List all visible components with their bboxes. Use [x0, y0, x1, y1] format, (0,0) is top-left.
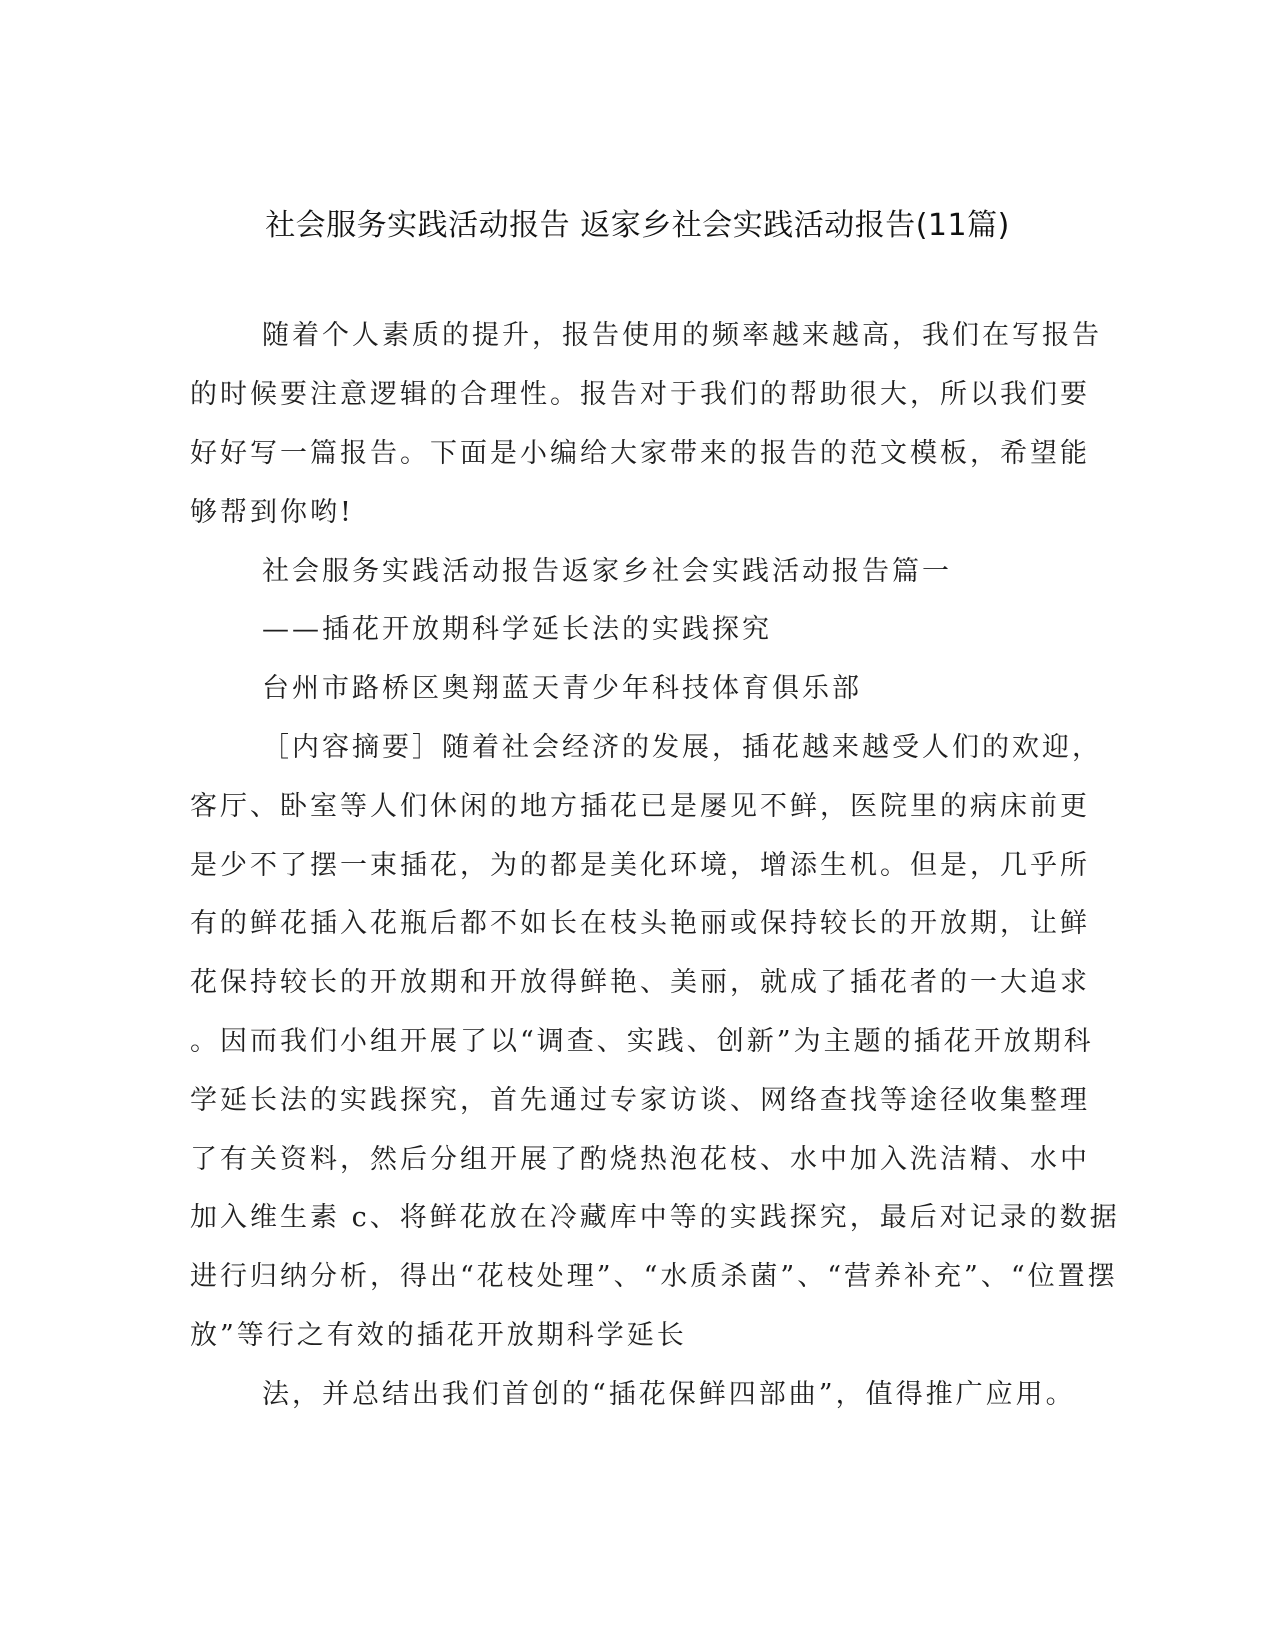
abstract-line-4: 有的鲜花插入花瓶后都不如长在枝头艳丽或保持较长的开放期，让鲜 [190, 908, 1090, 939]
intro-line-4: 够帮到你哟! [190, 497, 354, 528]
section-subtitle: ——插花开放期科学延长法的实践探究 [262, 614, 772, 645]
intro-line-2: 的时候要注意逻辑的合理性。报告对于我们的帮助很大，所以我们要 [190, 379, 1090, 410]
intro-line-1: 随着个人素质的提升，报告使用的频率越来越高，我们在写报告 [262, 320, 1102, 351]
abstract-line-2: 客厅、卧室等人们休闲的地方插花已是屡见不鲜，医院里的病床前更 [190, 791, 1090, 822]
abstract-line-9: 加入维生素 c、将鲜花放在冷藏库中等的实践探究，最后对记录的数据 [190, 1202, 1120, 1233]
section-heading: 社会服务实践活动报告返家乡社会实践活动报告篇一 [262, 556, 952, 587]
intro-line-3: 好好写一篇报告。下面是小编给大家带来的报告的范文模板，希望能 [190, 438, 1090, 469]
abstract-line-8: 了有关资料，然后分组开展了酌烧热泡花枝、水中加入洗洁精、水中 [190, 1144, 1090, 1175]
abstract-line-10: 进行归纳分析，得出“花枝处理”、“水质杀菌”、“营养补充”、“位置摆 [190, 1261, 1118, 1292]
conclusion-line: 法，并总结出我们首创的“插花保鲜四部曲”，值得推广应用。 [262, 1379, 1076, 1410]
abstract-line-11: 放”等行之有效的插花开放期科学延长 [190, 1320, 687, 1351]
abstract-line-5: 花保持较长的开放期和开放得鲜艳、美丽，就成了插花者的一大追求 [190, 967, 1090, 998]
abstract-line-6: 。因而我们小组开展了以“调查、实践、创新”为主题的插花开放期科 [190, 1026, 1094, 1057]
abstract-line-3: 是少不了摆一束插花，为的都是美化环境，增添生机。但是，几乎所 [190, 850, 1090, 881]
abstract-line-1: ［内容摘要］随着社会经济的发展，插花越来越受人们的欢迎， [262, 732, 1102, 763]
abstract-line-7: 学延长法的实践探究，首先通过专家访谈、网络查找等途径收集整理 [190, 1085, 1090, 1116]
document-title: 社会服务实践活动报告 返家乡社会实践活动报告(11篇) [265, 208, 1010, 243]
organization-name: 台州市路桥区奥翔蓝天青少年科技体育俱乐部 [262, 673, 862, 704]
